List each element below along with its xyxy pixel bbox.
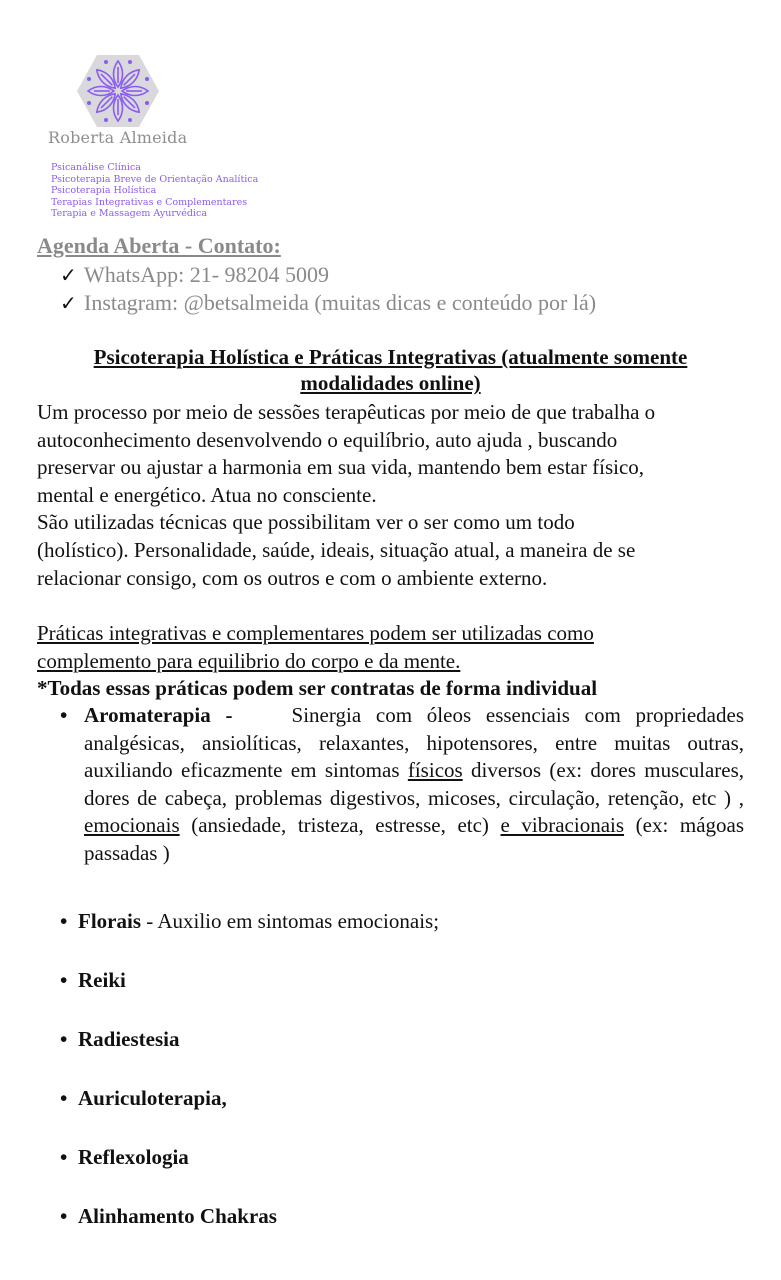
practice-desc: (ex: mágoas passadas ) [84,813,745,865]
bullet-icon: • [60,908,68,933]
practice-item-reflexologia [60,1144,744,1171]
paragraph-line: autoconhecimento desenvolvendo o equilíbrio, auto ajuda , buscando [37,427,618,452]
intro-paragraph [37,399,757,592]
practice-item-reiki [60,967,744,994]
bullet-icon: • [60,1203,68,1228]
paragraph-line: São utilizadas técnicas que possibilitam ver o ser como um todo [37,510,575,535]
bullet-icon: • [60,703,68,727]
practice-name: Reiki [78,967,126,992]
instagram-text: Instagram: @betsalmeida (muitas dicas e conteúdo por lá) [84,290,597,315]
check-icon: ✓ [60,263,77,287]
specialty-item: Psicoterapia Breve de Orientação Analítica [51,173,259,185]
practice-name: Florais [78,908,141,933]
bullet-icon: • [60,1026,68,1051]
practice-desc-underlined: emocionais [84,813,180,838]
individual-note: *Todas essas práticas podem ser contratas de forma individual [37,676,598,700]
practice-name: Reflexologia [78,1144,189,1169]
contact-heading: Agenda Aberta - Contato: [37,233,281,258]
practice-desc: - Auxilio em sintomas emocionais; [141,908,440,933]
paragraph-line: Um processo por meio de sessões terapêuticas por meio de que trabalha o [37,400,656,424]
practice-desc: Sinergia com óleos essenciais com propriedades analgésicas, ansiolíticas, relaxantes, hipotensores, entre muitas outras, auxiliando eficazmente em sintomas [84,703,744,783]
practice-name: Aromaterapia - [84,703,233,727]
paragraph-line: complemento para equilibrio do corpo e da mente. [37,648,461,673]
specialty-item: Terapia e Massagem Ayurvédica [51,208,208,220]
specialty-item: Psicanálise Clínica [51,162,141,173]
contact-item-instagram [60,289,596,317]
contact-item-whatsapp [60,261,596,289]
practice-desc: (ansiedade, tristeza, estresse, etc) [179,813,501,838]
practice-desc: diversos (ex: dores musculares, dores de cabeça, problemas digestivos, micoses, circulação, retenção, etc ) , [84,758,744,810]
specialties-list [51,162,258,220]
check-icon: ✓ [60,291,77,315]
paragraph-line: mental e energético. Atua no consciente. [37,482,377,507]
paragraph-line: (holístico). Personalidade, saúde, ideais, situação atual, a maneira de se [37,537,636,562]
practice-item-alinhamento-chakras [60,1203,744,1230]
practice-item-radiestesia [60,1026,744,1053]
paragraph-line: relacionar consigo, com os outros e com o ambiente externo. [37,565,548,590]
specialty-item: Psicoterapia Holística [51,185,157,197]
practice-desc-underlined: e vibracionais [500,813,625,838]
specialty-item: Terapias Integrativas e Complementares [51,196,248,208]
practice-item-florais [60,908,744,935]
section-title: Psicoterapia Holística e Práticas Integrativas (atualmente somente modalidades online) [93,345,688,395]
contact-list [60,261,596,317]
lotus-logo-icon [76,54,160,128]
bullet-icon: • [60,1085,68,1110]
bullet-icon: • [60,1144,68,1169]
practice-item-aromaterapia [60,702,744,868]
bullet-icon: • [60,967,68,992]
practice-name: Radiestesia [78,1026,180,1051]
practice-item-auriculoterapia [60,1085,744,1112]
practice-name: Alinhamento Chakras [78,1203,277,1228]
brand-name: Roberta Almeida [48,128,188,147]
practice-name: Auriculoterapia, [78,1085,227,1110]
paragraph-line: preservar ou ajustar a harmonia em sua vida, mantendo bem estar físico, [37,455,645,480]
whatsapp-text: WhatsApp: 21- 98204 5009 [84,262,330,287]
practices-intro-paragraph [37,620,757,675]
practices-list [60,702,744,1230]
paragraph-line: Práticas integrativas e complementares podem ser utilizadas como [37,621,594,645]
practice-desc-underlined: físicos [407,758,463,783]
